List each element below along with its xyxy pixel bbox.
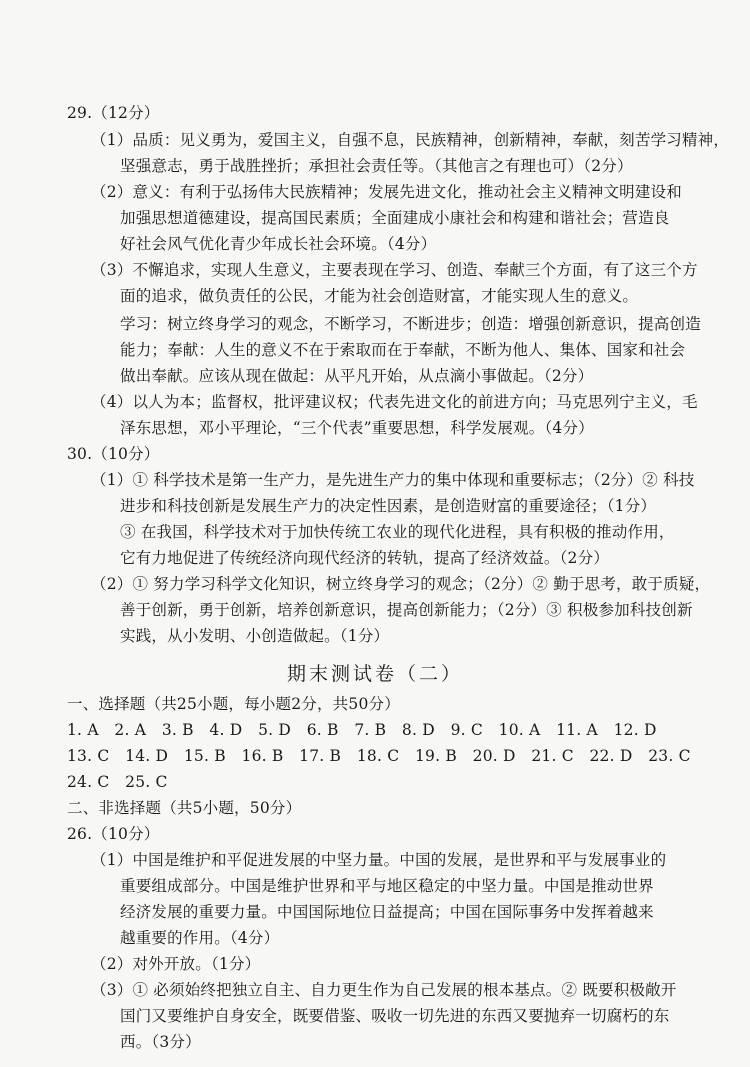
q26-part1-line2: 重要组成部分。中国是维护世界和平与地区稳定的中坚力量。中国是推动世界	[120, 877, 654, 895]
q29-part1-line1: （1）品质：见义勇为，爱国主义，自强不息，民族精神，创新精神，奉献，刻苦学习精神，	[91, 131, 730, 149]
q30-part1-line4: 它有力地促进了传统经济向现代经济的转轨，提高了经济效益。（2分）	[120, 549, 610, 567]
q30-heading: 30.（10分）	[67, 445, 160, 463]
q26-part3-line1: （3）① 必须始终把独立自主、自力更生作为自己发展的根本基点。② 既要积极敞开	[91, 981, 677, 999]
choice-answers-row2: 13. C 14. D 15. B 16. B 17. B 18. C 19. B 20. D 21. C 22. D 23. C	[67, 747, 691, 765]
q29-part2-line3: 好社会风气优化青少年成长社会环境。（4分）	[120, 235, 437, 253]
q26-part2-line1: （2）对外开放。（1分）	[91, 955, 261, 973]
q29-part3-line4: 能力；奉献：人生的意义不在于索取而在于奉献，不断为他人、集体、国家和社会	[120, 341, 686, 359]
section-title: 期末测试卷（二）	[286, 663, 463, 685]
choice-answers-row3: 24. C 25. C	[67, 773, 168, 791]
q29-heading: 29.（12分）	[67, 104, 160, 122]
q26-heading: 26.（10分）	[67, 825, 160, 843]
q29-part3-line1: （3）不懈追求，实现人生意义，主要表现在学习、创造、奉献三个方面，有了这三个方	[91, 261, 698, 279]
q26-part1-line3: 经济发展的重要力量。中国国际地位日益提高；中国在国际事务中发挥着越来	[120, 903, 654, 921]
q29-part3-line2: 面的追求，做负责任的公民，才能为社会创造财富，才能实现人生的意义。	[120, 287, 639, 305]
q26-part1-line4: 越重要的作用。（4分）	[120, 929, 280, 947]
q29-part3-line3: 学习：树立终身学习的观念，不断学习，不断进步；创造：增强创新意识，提高创造	[120, 315, 701, 333]
q30-part1-line1: （1）① 科学技术是第一生产力，是先进生产力的集中体现和重要标志；（2分）② 科技	[91, 471, 695, 489]
q30-part1-line2: 进步和科技创新是发展生产力的决定性因素，是创造财富的重要途径；（1分）	[120, 497, 657, 515]
part1-heading: 一、选择题（共25小题，每小题2分，共50分）	[67, 695, 400, 713]
q29-part3-line5: 做出奉献。应该从现在做起：从平凡开始，从点滴小事做起。（2分）	[120, 367, 594, 385]
q29-part1-line2: 坚强意志，勇于战胜挫折；承担社会责任等。（其他言之有理也可）（2分）	[120, 157, 633, 175]
q30-part1-line3: ③ 在我国，科学技术对于加快传统工农业的现代化进程，具有积极的推动作用，	[120, 523, 675, 541]
q29-part4-line2: 泽东思想，邓小平理论，“三个代表”重要思想，科学发展观。（4分）	[120, 419, 594, 437]
q26-part3-line2: 国门又要维护自身安全，既要借鉴、吸收一切先进的东西又要抛弃一切腐朽的东	[120, 1007, 670, 1025]
q29-part2-line2: 加强思想道德建设，提高国民素质；全面建成小康社会和构建和谐社会；营造良	[120, 209, 670, 227]
q29-part4-line1: （4）以人为本；监督权，批评建议权；代表先进文化的前进方向；马克思列宁主义，毛	[91, 393, 698, 411]
q30-part2-line3: 实践，从小发明、小创造做起。（1分）	[120, 627, 390, 645]
q30-part2-line2: 善于创新，勇于创新，培养创新意识，提高创新能力；（2分）③ 积极参加科技创新	[120, 601, 693, 619]
q26-part3-line3: 西。（3分）	[120, 1033, 201, 1051]
q30-part2-line1: （2）① 努力学习科学文化知识，树立终身学习的观念；（2分）② 勤于思考，敢于质疑，	[91, 575, 711, 593]
part2-heading: 二、非选择题（共5小题，50分）	[67, 799, 302, 817]
q29-part2-line1: （2）意义：有利于弘扬伟大民族精神；发展先进文化，推动社会主义精神文明建设和	[91, 183, 682, 201]
q26-part1-line1: （1）中国是维护和平促进发展的中坚力量。中国的发展，是世界和平与发展事业的	[91, 851, 667, 869]
choice-answers-row1: 1. A 2. A 3. B 4. D 5. D 6. B 7. B 8. D 9. C 10. A 11. A 12. D	[67, 721, 657, 739]
